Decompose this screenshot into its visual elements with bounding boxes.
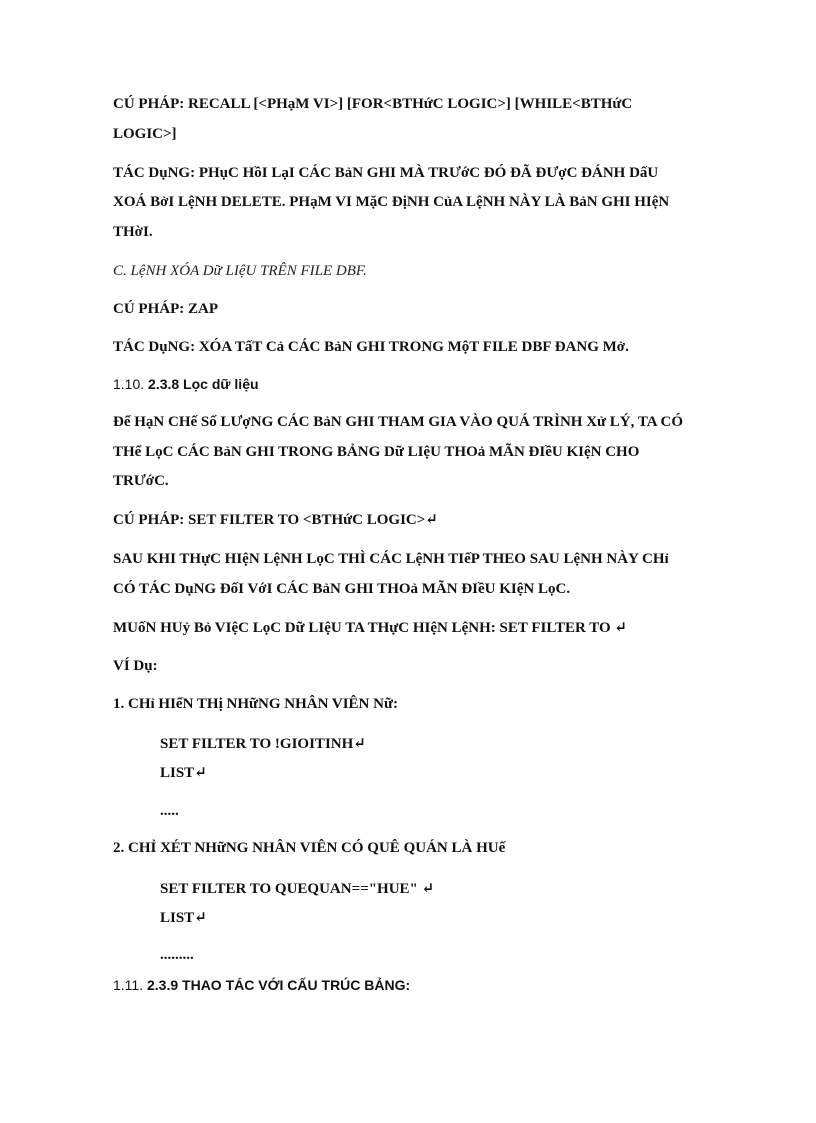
example-1-ellipsis: ..... — [160, 803, 179, 819]
heading-number: 1.10. — [113, 376, 145, 392]
filter-intro-line-3: TRƯớC. — [113, 473, 169, 489]
heading-title: 2.3.8 Lọc dữ liệu — [148, 376, 259, 392]
filter-after-line-1: SAU KHI THựC HIệN LệNH LọC THÌ CÁC LệNH TIếP THEO SAU LệNH NÀY CHỉ — [113, 551, 669, 567]
filter-intro-line-1: Để HạN CHế Số LƯợNG CÁC BảN GHI THAM GIA VÀO QUÁ TRÌNH Xử LÝ, TA CÓ — [113, 414, 683, 430]
zap-effect: TÁC DụNG: XÓA TấT Cả CÁC BảN GHI TRONG MộT FILE DBF ĐANG Mở. — [113, 339, 629, 355]
example-label: VÍ Dụ: — [113, 658, 158, 674]
recall-effect-line-1: TÁC DụNG: PHụC HồI LạI CÁC BảN GHI MÀ TRƯớC ĐÓ ĐÃ ĐƯợC ĐÁNH DấU — [113, 165, 659, 181]
section-heading-1-10 — [113, 374, 259, 394]
example-1-title: 1. CHỉ HIểN THị NHữNG NHÂN VIÊN Nữ: — [113, 696, 398, 712]
heading-title: 2.3.9 THAO TÁC VỚI CẤU TRÚC BẢNG: — [147, 977, 411, 993]
example-2-title: 2. CHỈ XÉT NHữNG NHÂN VIÊN CÓ QUÊ QUÁN LÀ HUế — [113, 840, 506, 856]
recall-syntax-line-1: CÚ PHÁP: RECALL [<PHạM VI>] [FOR<BTHứC LOGIC>] [WHILE<BTHứC — [113, 96, 633, 112]
example-2-ellipsis: ......... — [160, 947, 194, 963]
zap-syntax: CÚ PHÁP: ZAP — [113, 301, 218, 317]
recall-effect-line-2: XOÁ BởI LệNH DELETE. PHạM VI MặC ĐịNH CủA LệNH NÀY LÀ BảN GHI HIệN — [113, 194, 670, 210]
example-2-code-line-1: SET FILTER TO QUEQUAN=="HUE" ↵ — [160, 881, 435, 897]
filter-after-line-2: CÓ TÁC DụNG ĐốI VớI CÁC BảN GHI THOả MÃN ĐIềU KIệN LọC. — [113, 581, 571, 597]
heading-number: 1.11. — [113, 977, 144, 993]
example-2-code-line-2: LIST↵ — [160, 910, 207, 926]
section-heading-1-11 — [113, 975, 410, 995]
filter-intro-line-2: THể LọC CÁC BảN GHI TRONG BẢNG Dữ LIệU THOả MÃN ĐIềU KIệN CHO — [113, 444, 640, 460]
recall-effect-line-3: THờI. — [113, 224, 153, 240]
example-1-code-line-2: LIST↵ — [160, 765, 207, 781]
example-1-code-line-1: SET FILTER TO !GIOITINH↵ — [160, 736, 366, 752]
recall-syntax-line-2: LOGIC>] — [113, 126, 177, 142]
filter-syntax: CÚ PHÁP: SET FILTER TO <BTHứC LOGIC>↵ — [113, 512, 438, 528]
section-c-heading: C. LệNH XÓA Dữ LIệU TRÊN FILE DBF. — [113, 263, 367, 279]
filter-cancel: MUốN HUỷ Bỏ VIệC LọC Dữ LIệU TA THựC HIệN LệNH: SET FILTER TO ↵ — [113, 620, 627, 636]
